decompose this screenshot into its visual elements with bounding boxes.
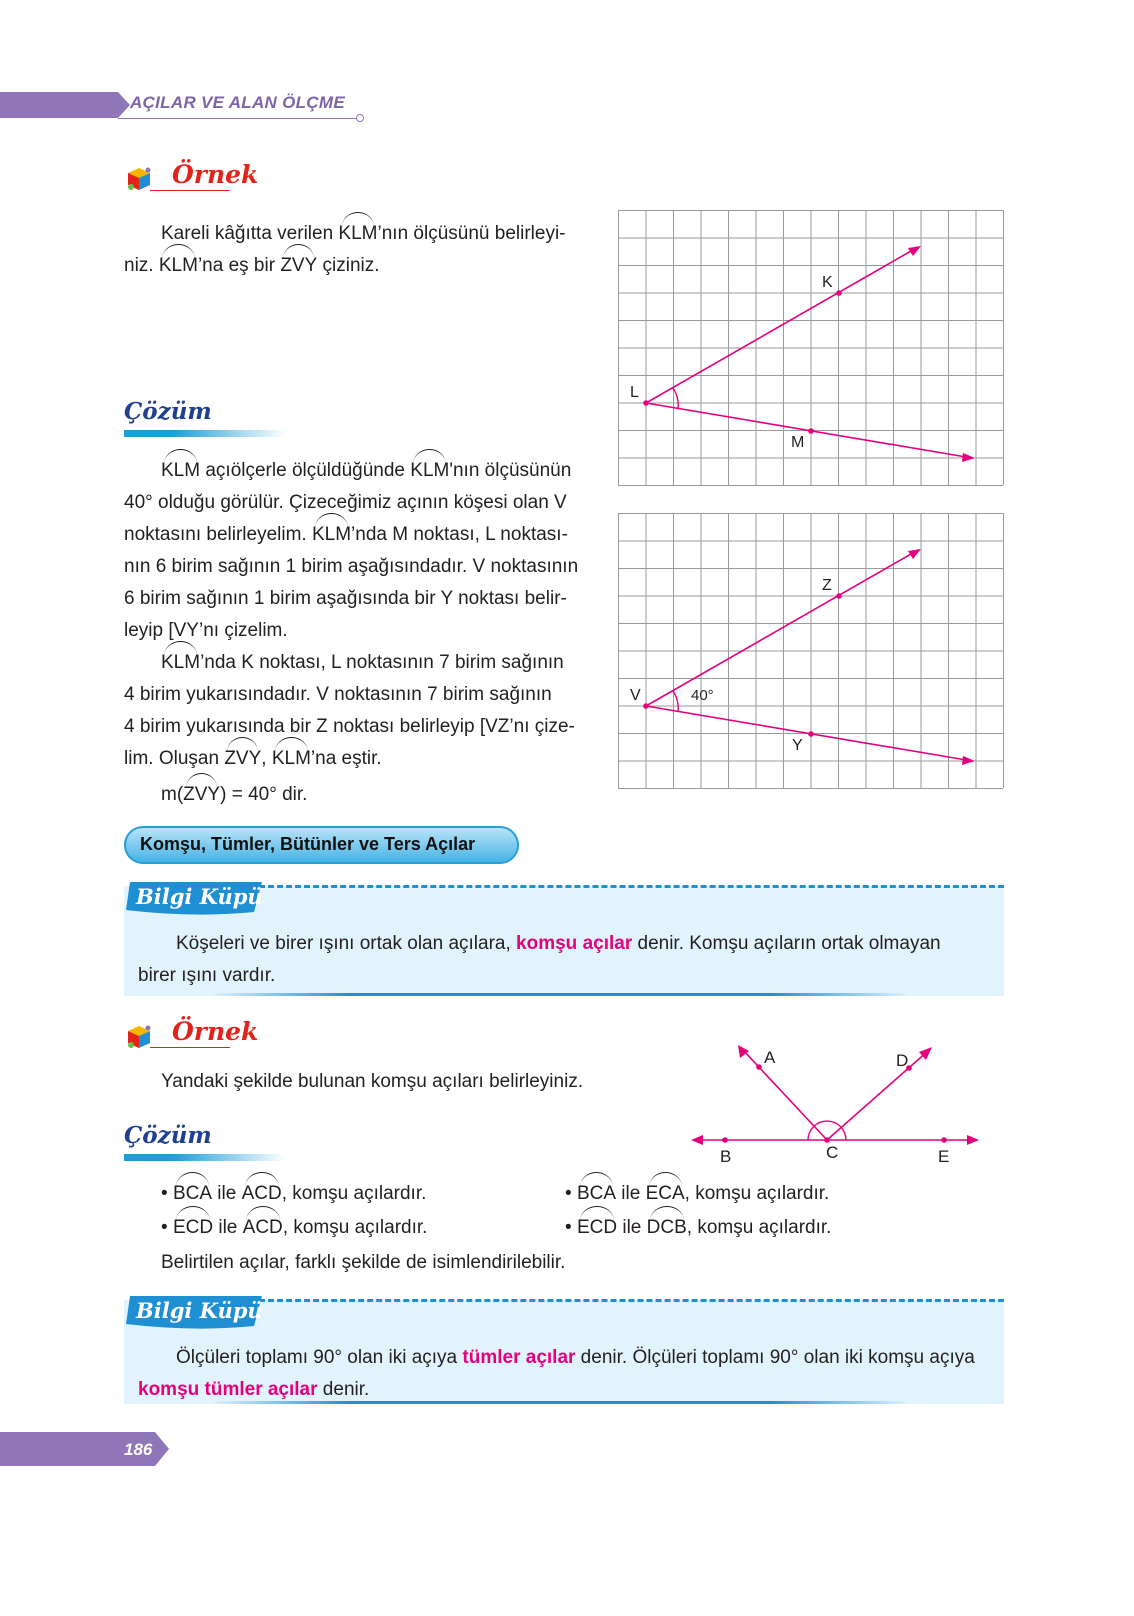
- chapter-bar: [0, 92, 118, 118]
- section-heading: Komşu, Tümler, Bütünler ve Ters Açılar: [140, 834, 476, 854]
- info-box-2-dashline: [250, 1299, 1004, 1302]
- point-m: [808, 428, 814, 434]
- info-text-2: Ölçüleri toplamı 90° olan iki açıya tümler açılar denir. Ölçüleri toplamı 90° olan iki komşu açıya komşu tümler açılar denir.: [138, 1347, 975, 1400]
- list-item: • ECD ile DCB, komşu açılardır.: [565, 1212, 831, 1244]
- chapter-underline: [118, 118, 358, 119]
- point-y: [808, 731, 814, 737]
- example-title: Örnek: [172, 160, 259, 189]
- label-v: V: [630, 687, 641, 704]
- point-b: [722, 1137, 728, 1143]
- solution-title-bar: [124, 430, 286, 437]
- example-2-title: Örnek: [172, 1017, 259, 1046]
- point-c: [824, 1137, 830, 1143]
- adjacent-angles-figure: [688, 1040, 984, 1170]
- solution-2-note: Belirtilen açılar, farklı şekilde de isimlendirilebilir.: [161, 1252, 566, 1273]
- example-question-line2: niz. KLM’na eş bir ZVY çiziniz.: [124, 250, 584, 282]
- info-text-1: Köşeleri ve birer ışını ortak olan açılara, komşu açılar denir. Komşu açıların ortak olmayan birer ışını vardır.: [138, 933, 941, 986]
- point-z: [836, 593, 842, 599]
- label-y: Y: [792, 737, 803, 754]
- grid-klm: [618, 210, 1004, 486]
- point-a: [756, 1064, 762, 1070]
- solution-text: KLM açıölçerle ölçüldüğünde KLM'nın ölçüsünün 40° olduğu görülür. Çizeceğimiz açının köşesi olan V noktasını belirleyelim. KLM’nda M noktası, L noktası- nın 6 birim sağının 1 birim aşağısındadır. V noktasının 6 birim sağının 1 birim aşağısında bir Y noktası belir- leyip [VY’nı çizelim. KLM’nda K noktası, L noktasının 7 birim sağının 4 birim yukarısındadır. V noktasının 7 birim sağının 4 birim yukarısında bir Z noktası belirleyip [VZ’nı çize- lim. Oluşan ZVY, KLM’na eştir. m(ZVY) = 40° dir.: [124, 455, 594, 811]
- ray-lk: [646, 247, 918, 403]
- info-tab-1: Bilgi Küpü: [136, 884, 263, 909]
- arrow-left: [691, 1135, 703, 1145]
- label-l: L: [630, 384, 639, 401]
- solution-2-title-bar: [124, 1154, 286, 1161]
- ray-vz: [646, 550, 918, 706]
- list-item: • ECD ile ACD, komşu açılardır.: [161, 1212, 427, 1244]
- page-number-arrow: [155, 1432, 169, 1466]
- list-item: • BCA ile ACD, komşu açılardır.: [161, 1178, 426, 1210]
- ray-cd: [827, 1051, 928, 1140]
- label-z: Z: [822, 577, 832, 594]
- list-item: • BCA ile ECA, komşu açılardır.: [565, 1178, 829, 1210]
- grid-lines: [618, 513, 1004, 789]
- chapter-title: AÇILAR VE ALAN ÖLÇME: [130, 93, 346, 112]
- ray-vz-arrow: [908, 549, 921, 559]
- info-tab-2: Bilgi Küpü: [136, 1298, 263, 1323]
- label-k: K: [822, 274, 833, 291]
- example-question: Kareli kâğıtta verilen KLM’nın ölçüsünü belirleyi-: [161, 218, 591, 250]
- angle-arc: [808, 1121, 846, 1140]
- point-k: [836, 290, 842, 296]
- solution-2-title: Çözüm: [124, 1122, 212, 1149]
- page-number: 186: [124, 1440, 153, 1459]
- point-l: [643, 400, 649, 406]
- info-box-1-dashline: [250, 885, 1004, 888]
- ray-lm-arrow: [962, 453, 975, 462]
- grid-lines: [618, 210, 1004, 486]
- point-e: [941, 1137, 947, 1143]
- example-2-question: Yandaki şekilde bulunan komşu açıları belirleyiniz.: [161, 1071, 584, 1092]
- label-m: M: [791, 434, 805, 451]
- arrow-right: [967, 1135, 979, 1145]
- label-angle-40: 40°: [691, 687, 714, 704]
- ray-ca-arrow: [738, 1045, 749, 1058]
- example-title-underline: [150, 190, 230, 191]
- label-c: C: [826, 1143, 839, 1162]
- solution-title: Çözüm: [124, 398, 212, 425]
- grid-zvy: [618, 513, 1004, 789]
- chapter-bar-arrow: [118, 92, 130, 118]
- example-2-title-underline: [150, 1047, 230, 1048]
- label-b: B: [720, 1147, 732, 1166]
- ray-vy-arrow: [962, 756, 975, 765]
- info-box-1-bottom-line: [210, 993, 910, 996]
- label-d: D: [896, 1051, 909, 1070]
- info-box-2-bottom-line: [210, 1401, 910, 1404]
- label-e: E: [938, 1147, 950, 1166]
- point-v: [643, 703, 649, 709]
- chapter-underline-dot: [356, 114, 364, 122]
- cube-icon: [124, 166, 154, 192]
- ray-lk-arrow: [908, 246, 921, 256]
- label-a: A: [764, 1048, 776, 1067]
